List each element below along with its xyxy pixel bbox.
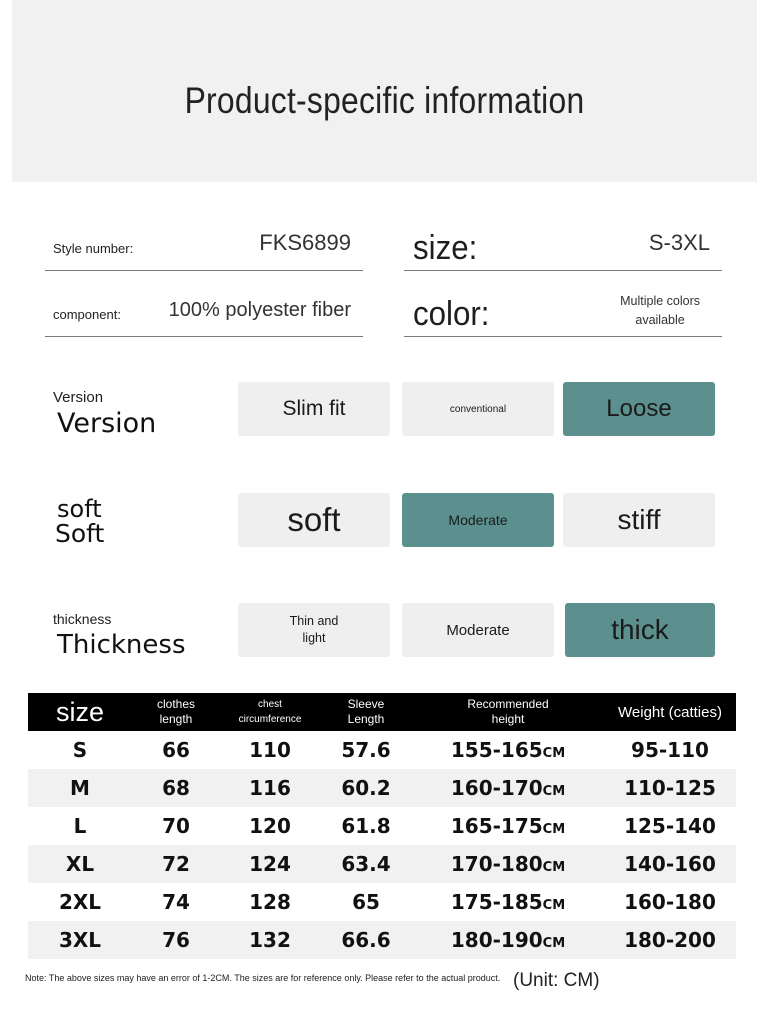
table-row: [28, 845, 736, 883]
cell-height: [412, 731, 604, 769]
soft-label-big: Soft: [55, 519, 105, 548]
size-range-label: size:: [413, 229, 478, 267]
cell-chest: 120: [249, 814, 291, 838]
version-option-loose: Loose: [563, 382, 715, 436]
cell-height-unit: CM: [542, 860, 566, 875]
soft-option-stiff: stiff: [563, 493, 715, 547]
header-chest-line2: circumference: [238, 714, 302, 725]
table-row: [28, 807, 736, 845]
cell-weight: 180-200: [604, 921, 736, 959]
table-row: [28, 769, 736, 807]
cell-weight: 95-110: [631, 738, 709, 762]
thickness-option-thick: thick: [565, 603, 715, 657]
component-value: 100% polyester fiber: [168, 299, 351, 321]
table-row: [28, 883, 736, 921]
header-sleeve-line2: Length: [347, 712, 385, 726]
component-label: component:: [53, 307, 121, 322]
header-chest-line1: chest: [258, 699, 282, 710]
cell-sleeve: 65: [352, 890, 380, 914]
cell-sleeve: 57.6: [341, 738, 391, 762]
size-range-row: [404, 210, 722, 271]
cell-chest: 132: [220, 921, 320, 959]
header-clothes-length-line2: length: [159, 712, 193, 726]
color-value-line1: Multiple colors: [620, 294, 700, 308]
size-range-value: S-3XL: [648, 230, 710, 255]
header-clothes-length: [132, 693, 220, 731]
size-table: [28, 693, 736, 959]
cell-height: [412, 845, 604, 883]
cell-height-unit: CM: [542, 898, 566, 913]
title-banner: [12, 0, 757, 182]
thickness-label-small: thickness: [53, 611, 112, 627]
cell-size: 2XL: [58, 890, 102, 914]
soft-label-small: soft: [57, 495, 102, 523]
header-chest-circumference: [220, 693, 320, 731]
color-value: [620, 292, 700, 330]
version-option-slim-fit: Slim fit: [238, 382, 390, 436]
cell-height-value: 175-185: [450, 890, 543, 914]
cell-size: S: [72, 738, 88, 762]
style-number-row: [45, 210, 363, 271]
cell-chest: 116: [220, 769, 320, 807]
cell-size: M: [28, 769, 132, 807]
cell-chest: 128: [249, 890, 291, 914]
cell-weight: 140-160: [604, 845, 736, 883]
cell-size: 3XL: [28, 921, 132, 959]
header-size: size: [28, 693, 132, 731]
cell-sleeve: 63.4: [320, 845, 412, 883]
header-clothes-length-line1: clothes: [156, 697, 196, 711]
cell-weight: 125-140: [624, 814, 716, 838]
header-sleeve-line1: Sleeve: [347, 697, 385, 711]
cell-weight: 160-180: [624, 890, 716, 914]
cell-sleeve: 61.8: [341, 814, 391, 838]
cell-size: L: [73, 814, 87, 838]
cell-height-unit: CM: [542, 936, 566, 951]
header-height-line2: height: [491, 712, 525, 726]
color-value-line2: available: [635, 313, 685, 327]
version-option-conventional: conventional: [402, 382, 554, 436]
cell-chest: 124: [220, 845, 320, 883]
page-title: Product-specific information: [184, 80, 585, 121]
component-row: [45, 276, 363, 337]
unit-note: (Unit: CM): [513, 970, 600, 991]
cell-length: 74: [162, 890, 190, 914]
cell-height-value: 180-190: [450, 928, 543, 952]
header-weight: Weight (catties): [604, 693, 736, 731]
cell-length: 68: [132, 769, 220, 807]
table-row: [28, 731, 736, 769]
table-row: [28, 921, 736, 959]
thickness-option-moderate: Moderate: [402, 603, 554, 657]
cell-sleeve: 66.6: [320, 921, 412, 959]
cell-height-value: 165-175: [450, 814, 543, 838]
size-table-header: [28, 693, 736, 731]
soft-option-soft: soft: [238, 493, 390, 547]
cell-height-unit: CM: [542, 746, 566, 761]
cell-height: [412, 921, 604, 959]
cell-length: 76: [132, 921, 220, 959]
cell-size: XL: [28, 845, 132, 883]
cell-height-value: 170-180: [450, 852, 543, 876]
cell-length: 66: [162, 738, 190, 762]
soft-option-moderate: Moderate: [402, 493, 554, 547]
cell-length: 72: [132, 845, 220, 883]
cell-sleeve: 60.2: [320, 769, 412, 807]
style-number-label: Style number:: [53, 241, 134, 256]
header-height-line1: Recommended: [467, 697, 549, 711]
cell-chest: 110: [249, 738, 291, 762]
color-label: color:: [413, 295, 490, 333]
version-label-big: Version: [57, 408, 157, 439]
cell-length: 70: [162, 814, 190, 838]
style-number-value: FKS6899: [259, 230, 351, 255]
thickness-label-big: Thickness: [57, 630, 186, 660]
cell-height-unit: CM: [542, 784, 566, 799]
cell-height: [412, 807, 604, 845]
cell-weight: 110-125: [604, 769, 736, 807]
cell-height-unit: CM: [542, 822, 566, 837]
version-label-small: Version: [53, 389, 104, 406]
thickness-option-thin-and-light: [238, 603, 390, 657]
cell-height: [412, 883, 604, 921]
cell-height: [412, 769, 604, 807]
header-recommended-height: [412, 693, 604, 731]
color-row: [404, 276, 722, 337]
cell-height-value: 160-170: [450, 776, 543, 800]
cell-height-value: 155-165: [450, 738, 543, 762]
thickness-option-thin-and-light-label: Thin and light: [289, 614, 339, 645]
size-error-note: Note: The above sizes may have an error of 1-2CM. The sizes are for reference only. Please refer to the actual product.: [25, 973, 501, 983]
header-sleeve-length: [320, 693, 412, 731]
